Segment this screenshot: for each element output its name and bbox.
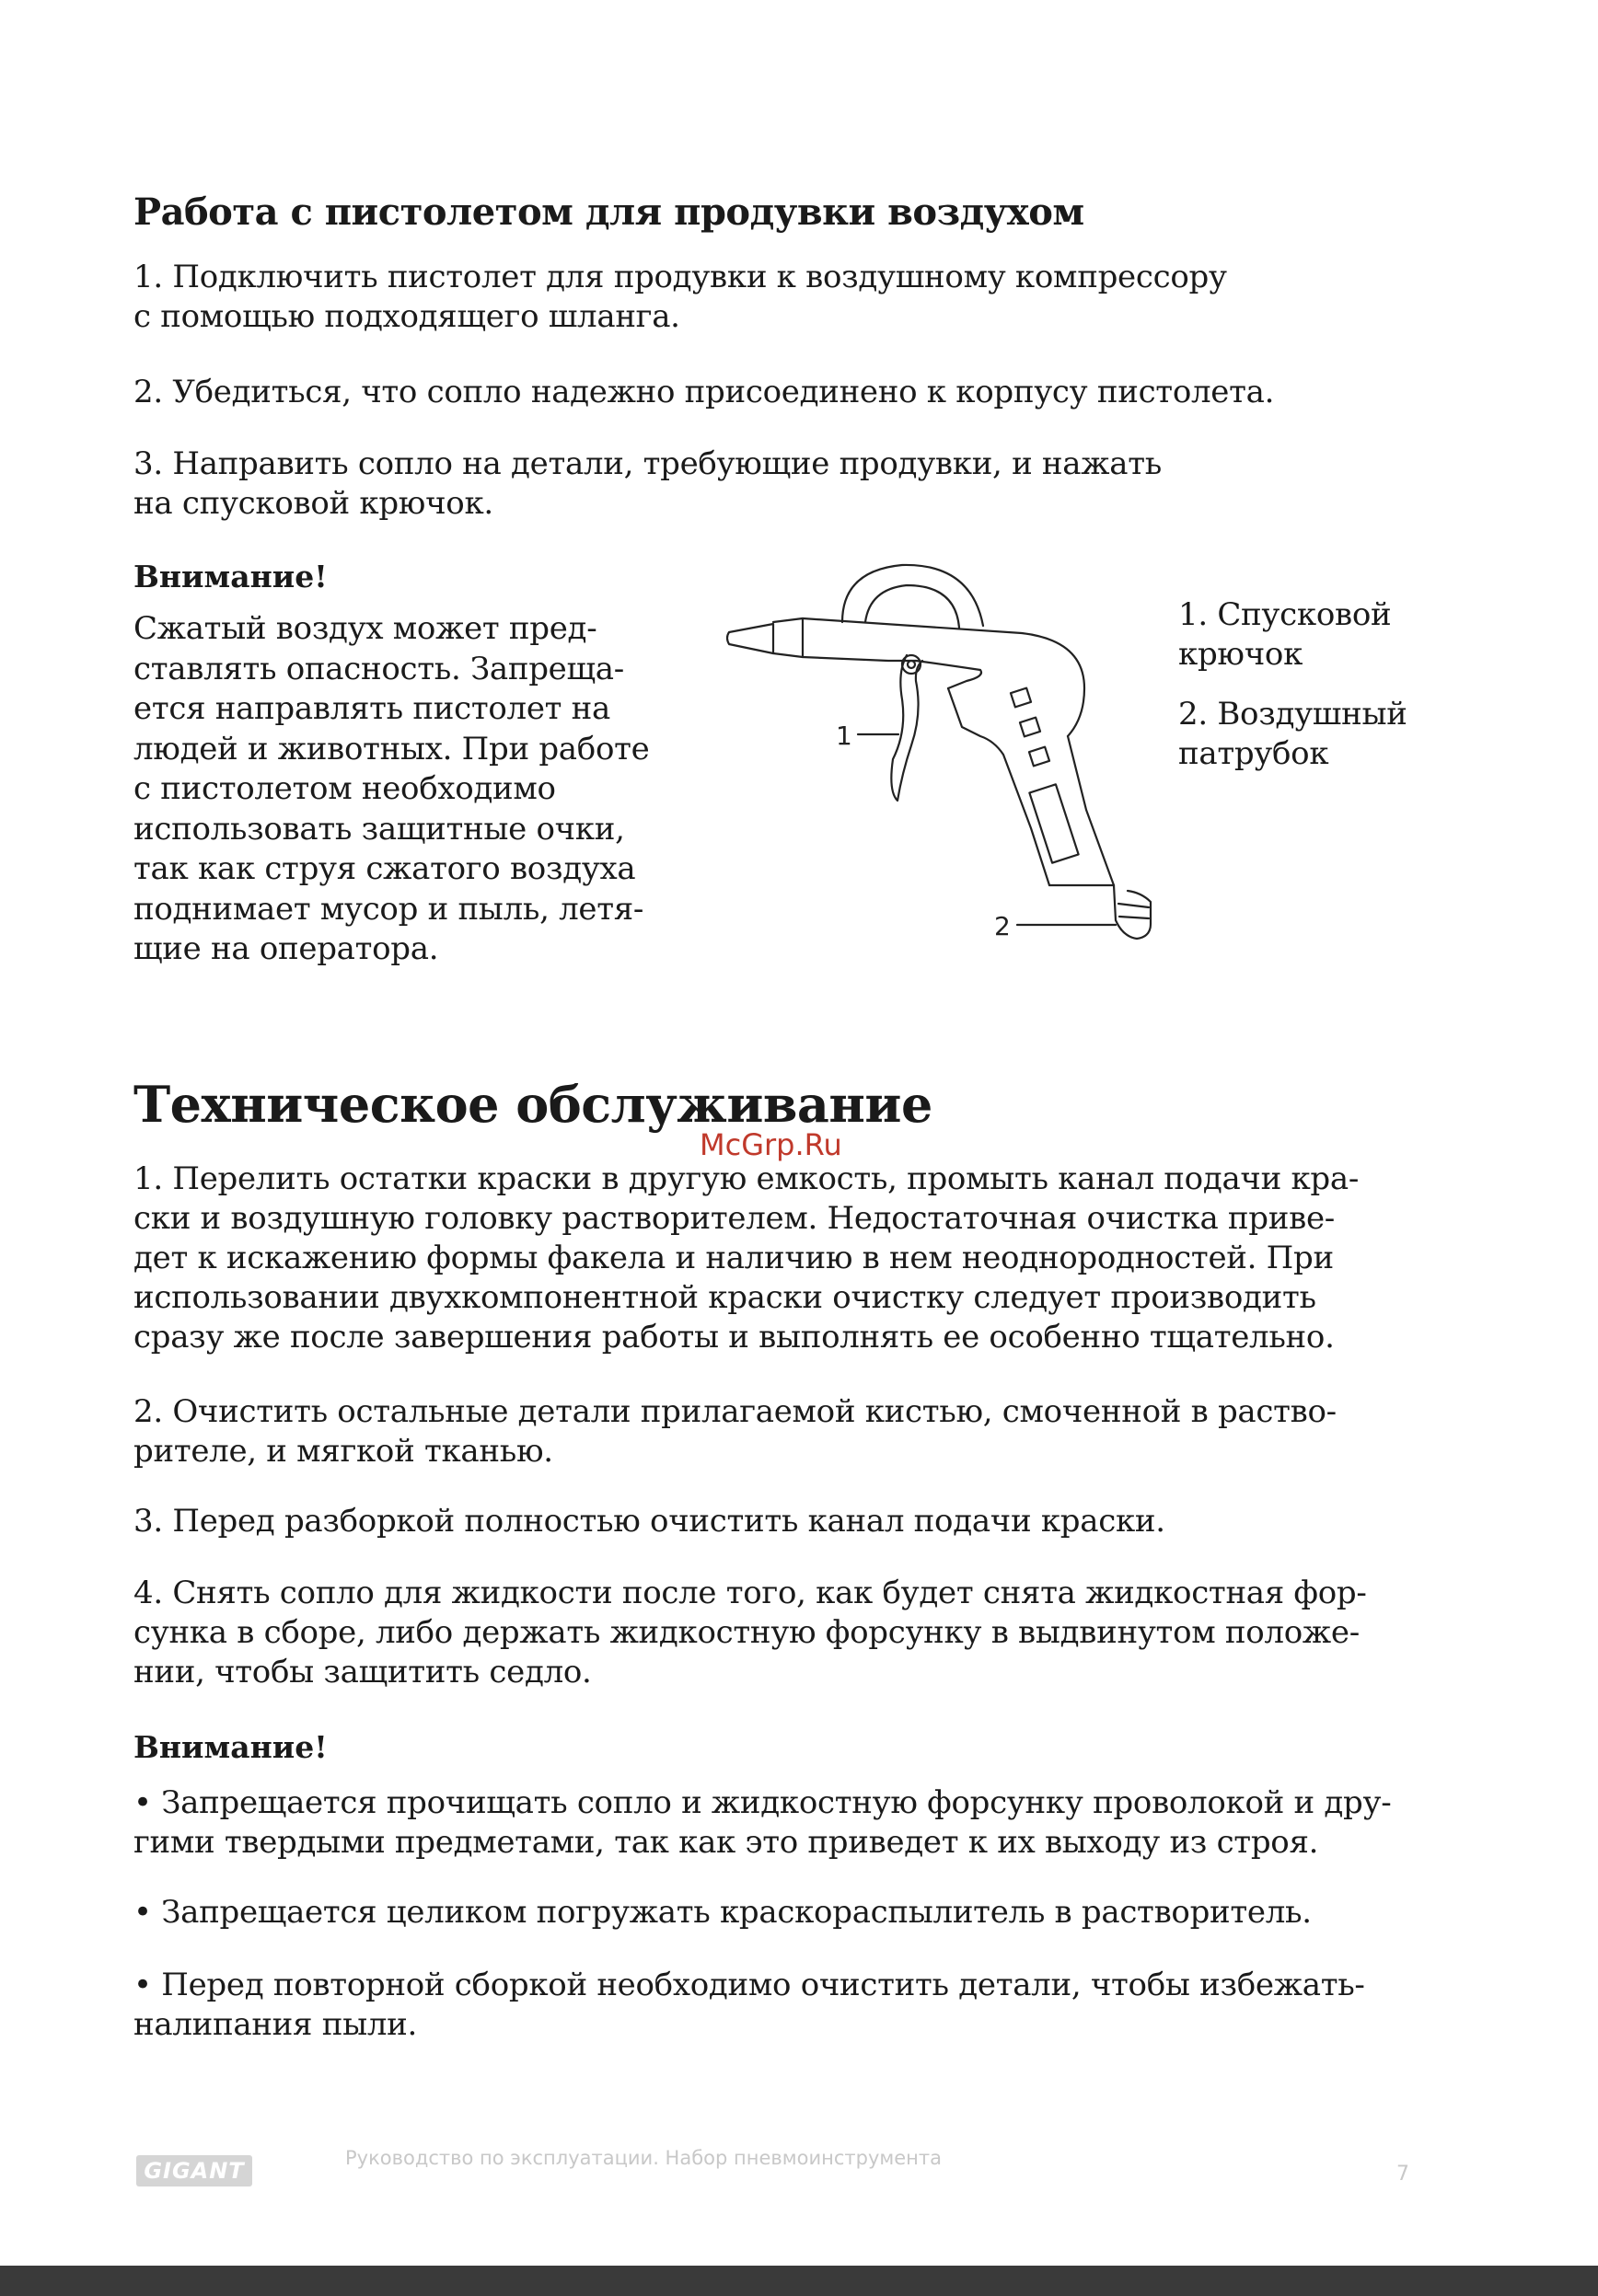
footer-text: Руководство по эксплуатации. Набор пневмоинструмента [345,2147,942,2169]
step-3: 3. Направить сопло на детали, требующие продувки, и нажать на спусковой крючок. [133,445,1162,522]
warning-title: Внимание! [133,559,328,594]
section-title-maintenance: Техническое обслуживание [133,1075,932,1134]
maintenance-step-2: 2. Очистить остальные детали прилагаемой кистью, смоченной в раство- рителе, и мягкой тканью. [133,1393,1337,1470]
maintenance-step-3: 3. Перед разборкой полностью очистить канал подачи краски. [133,1503,1165,1540]
warning-text: Сжатый воздух может пред- ставлять опасность. Запреща- ется направлять пистолет на людей и животных. При работе с пистолетом необходимо использовать защитные очки, так как струя сжатого воздуха поднимает мусор и пыль, летя- щие на оператора. [133,610,650,967]
maintenance-step-1: 1. Перелить остатки краски в другую емкость, промыть канал подачи кра- ски и воздушную головку растворителем. Недостаточная очистка приве- дет к искажению формы факела и наличию в нем неоднородностей. При использовании двухкомпонентной краски очистку следует производить сразу же после завершения работы и выполнять ее особенно тщательно. [133,1160,1360,1356]
legend-item-2: 2. Воздушный патрубок [1178,696,1407,772]
gigant-logo-text: GIGANT [144,2158,245,2184]
warning-bullet-2: • Запрещается целиком погружать краскораспылитель в растворитель. [133,1894,1312,1931]
warning-title-2: Внимание! [133,1729,328,1765]
step-2: 2. Убедиться, что сопло надежно присоединено к корпусу пистолета. [133,374,1275,410]
warning-bullet-3: • Перед повторной сборкой необходимо очистить детали, чтобы избежать- налипания пыли. [133,1967,1365,2043]
air-blow-gun-diagram [718,552,1178,957]
callout-2: 2 [994,911,1011,941]
warning-bullet-1: • Запрещается прочищать сопло и жидкостную форсунку проволокой и дру- гими твердыми предметами, так как это приведет к их выходу из строя. [133,1784,1392,1861]
gigant-logo [136,2155,252,2186]
page-number: 7 [1396,2163,1409,2186]
legend-item-1: 1. Спусковой крючок [1178,596,1392,673]
watermark: McGrp.Ru [700,1127,842,1162]
maintenance-step-4: 4. Снять сопло для жидкости после того, как будет снята жидкостная фор- сунка в сборе, либо держать жидкостную форсунку в выдвинутом положе- нии, чтобы защитить седло. [133,1575,1367,1690]
callout-1: 1 [836,721,852,751]
section-title-air-gun: Работа с пистолетом для продувки воздухом [133,190,1084,234]
step-1: 1. Подключить пистолет для продувки к воздушному компрессору с помощью подходящего шланга. [133,259,1227,335]
bottom-bar [0,2266,1598,2296]
